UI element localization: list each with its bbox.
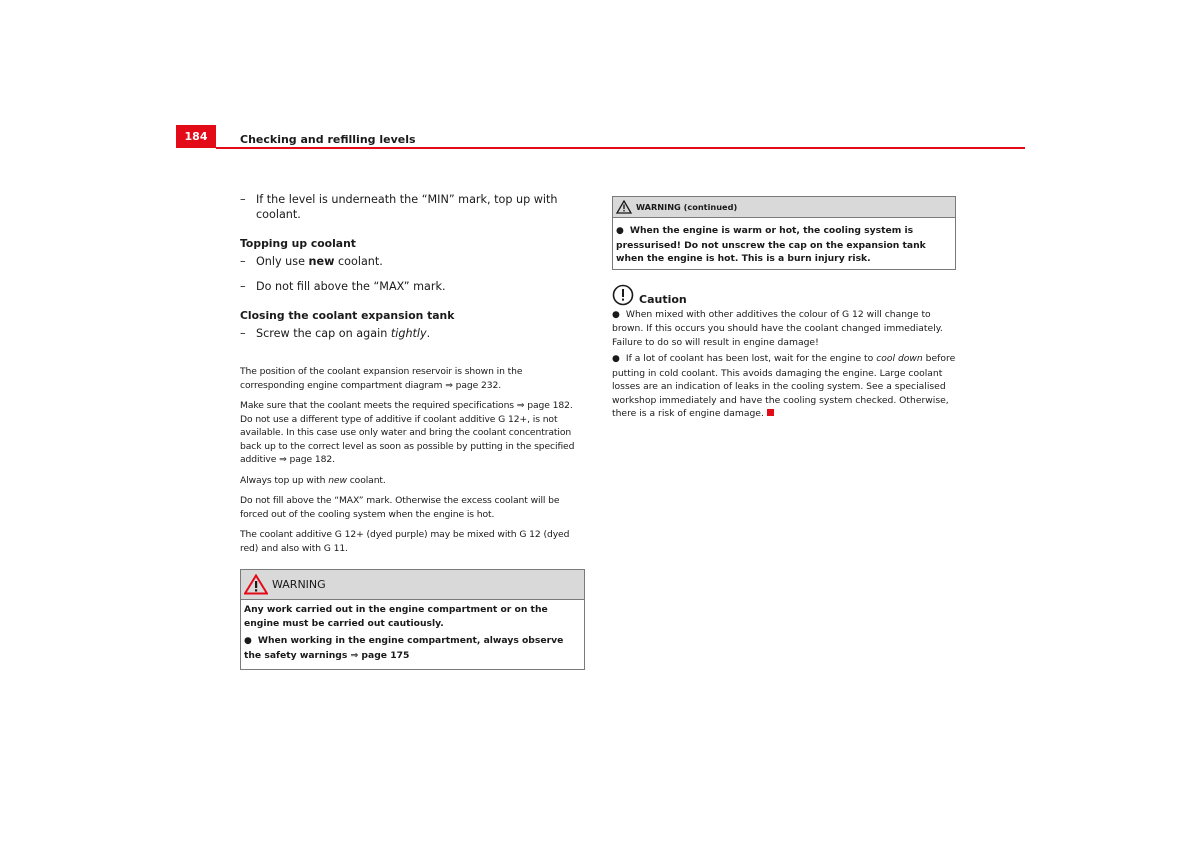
step-dash: –: [240, 327, 246, 340]
page-number-tab: [176, 125, 216, 148]
step-not-above-max: [240, 279, 585, 294]
warning-bullet: ● When working in the engine compartment, always observe the safety warnings ⇒ page 175: [244, 635, 564, 661]
warning-triangle-icon: [616, 200, 632, 214]
step-text: If the level is underneath the “MIN” mark, top up with coolant.: [256, 193, 558, 221]
running-header-title: Checking and refilling levels: [240, 133, 416, 146]
para-reservoir-position: The position of the coolant expansion reservoir is shown in the corresponding engine compartment diagram ⇒ page 232.: [240, 366, 523, 391]
para-max-mark: Do not fill above the “MAX” mark. Otherwise the excess coolant will be forced out of the cooling system when the engine is hot.: [240, 495, 560, 520]
page-number: 184: [184, 130, 208, 143]
header-rule: [216, 147, 1025, 149]
warning-box: [240, 569, 585, 670]
right-column: [612, 196, 956, 424]
para-new-coolant: Always top up with new coolant.: [240, 474, 386, 486]
step-dash: –: [240, 193, 246, 206]
warning-triangle-icon: [244, 574, 268, 595]
step-dash: –: [240, 255, 246, 268]
caution-bullet: ● If a lot of coolant has been lost, wait for the engine to cool down before putting in cold coolant. This avoids damaging the engine. Large coolant losses are an indication of leaks in the cooling system. See a specialised workshop immediately and have the cooling system checked. Otherwise, there is a risk of engine damage.: [612, 353, 956, 419]
para-additive-mix: The coolant additive G 12+ (dyed purple) may be mixed with G 12 (dyed red) and also with G 11.: [240, 529, 570, 554]
warning-continued-header: [613, 197, 955, 218]
warning-header: [241, 570, 584, 600]
step-text: Only use new coolant.: [256, 255, 383, 268]
heading-closing-tank: Closing the coolant expansion tank: [240, 309, 455, 322]
caution-body: [612, 308, 956, 421]
caution-exclamation-icon: [612, 284, 634, 306]
caution-label: Caution: [639, 292, 687, 306]
warning-continued-body: [613, 218, 955, 269]
warning-continued-bullet: ● When the engine is warm or hot, the cooling system is pressurised! Do not unscrew the cap on the expansion tank when the engine is hot. This is a burn injury risk.: [616, 225, 926, 264]
step-text: Screw the cap on again tightly.: [256, 327, 431, 340]
para-specifications: Make sure that the coolant meets the required specifications ⇒ page 182. Do not use a different type of additive if coolant additive G 12+, is not available. In this case use only water and bring the coolant concentration back up to the correct level as soon as possible by putting in the specified additive ⇒ page 182.: [240, 400, 575, 465]
step-min-level: [240, 192, 585, 222]
warning-continued-box: [612, 196, 956, 270]
step-text: Do not fill above the “MAX” mark.: [256, 280, 446, 293]
warning-body: [241, 600, 584, 669]
left-column: [240, 192, 585, 670]
warning-label: WARNING: [272, 578, 326, 591]
caution-bullet: ● When mixed with other additives the colour of G 12 will change to brown. If this occurs you should have the coolant changed immediately. Failure to do so will result in engine damage!: [612, 308, 943, 348]
step-dash: –: [240, 280, 246, 293]
warning-line: Any work carried out in the engine compartment or on the engine must be carried out cautiously.: [244, 604, 548, 629]
warning-continued-label: WARNING (continued): [636, 202, 738, 212]
heading-topping-up: Topping up coolant: [240, 237, 356, 250]
step-screw-cap: [240, 326, 585, 341]
step-only-new: [240, 254, 585, 269]
caution-header: [612, 284, 956, 306]
section-end-mark: [767, 409, 774, 416]
